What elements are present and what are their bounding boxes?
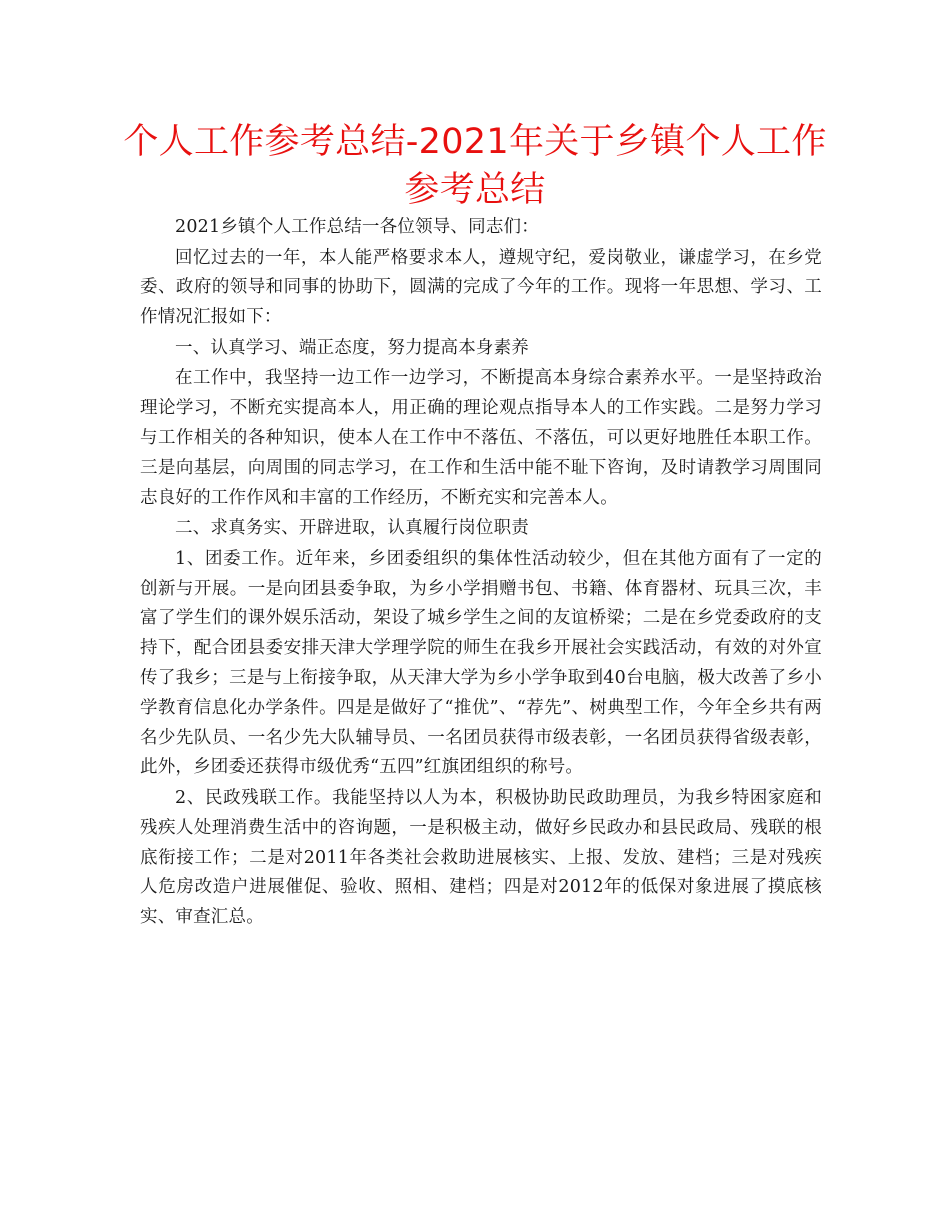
- study-paragraph: 在工作中，我坚持一边工作一边学习，不断提高本身综合素养水平。一是坚持政治理论学习，不断充实提高本人，用正确的理论观点指导本人的工作实践。二是努力学习与工作相关的各种知识，使本人在工作中不落伍、不落伍，可以更好地胜任本职工作。三是向基层，向周围的同志学习，在工作和生活中能不耻下咨询，及时请教学习周围同志良好的工作作风和丰富的工作经历，不断充实和完善本人。: [140, 368, 822, 508]
- document-body: [140, 213, 822, 934]
- civil-affairs-paragraph: 2、民政残联工作。我能坚持以人为本，积极协助民政助理员，为我乡特困家庭和残疾人处理消费生活中的咨询题，一是积极主动，做好乡民政办和县民政局、残联的根底衔接工作；二是对2011年各类社会救助进展核实、上报、发放、建档；三是对残疾人危房改造户进展催促、验收、照相、建档；四是对2012年的低保对象进展了摸底核实、审查汇总。: [140, 787, 822, 928]
- document-title: 个人工作参考总结-2021年关于乡镇个人工作参考总结: [123, 122, 827, 210]
- youth-league-paragraph: 1、团委工作。近年来，乡团委组织的集体性活动较少，但在其他方面有了一定的创新与开展。一是向团县委争取，为乡小学捐赠书包、书籍、体育器材、玩具三次，丰富了学生们的课外娱乐活动，架设了城乡学生之间的友谊桥梁；二是在乡党委政府的支持下，配合团县委安排天津大学理学院的师生在我乡开展社会实践活动，有效的对外宣传了我乡；三是与上衔接争取，从天津大学为乡小学争取到40台电脑，极大改善了乡小学教育信息化办学条件。四是是做好了“推优”、“荐先”、树典型工作，今年全乡共有两名少先队员、一名少先大队辅导员、一名团员获得市级表彰，一名团员获得省级表彰，此外，乡团委还获得市级优秀“五四”红旗团组织的称号。: [140, 548, 822, 778]
- greeting-paragraph: 2021乡镇个人工作总结一各位领导、同志们：: [175, 217, 539, 237]
- intro-paragraph: 回忆过去的一年，本人能严格要求本人，遵规守纪，爱岗敬业，谦虚学习，在乡党委、政府的领导和同事的协助下，圆满的完成了今年的工作。现将一年思想、学习、工作情况汇报如下：: [140, 247, 822, 328]
- section-heading-1: 一、认真学习、端正态度，努力提高本身素养: [175, 337, 529, 358]
- section-heading-2: 二、求真务实、开辟进取，认真履行岗位职责: [175, 518, 529, 539]
